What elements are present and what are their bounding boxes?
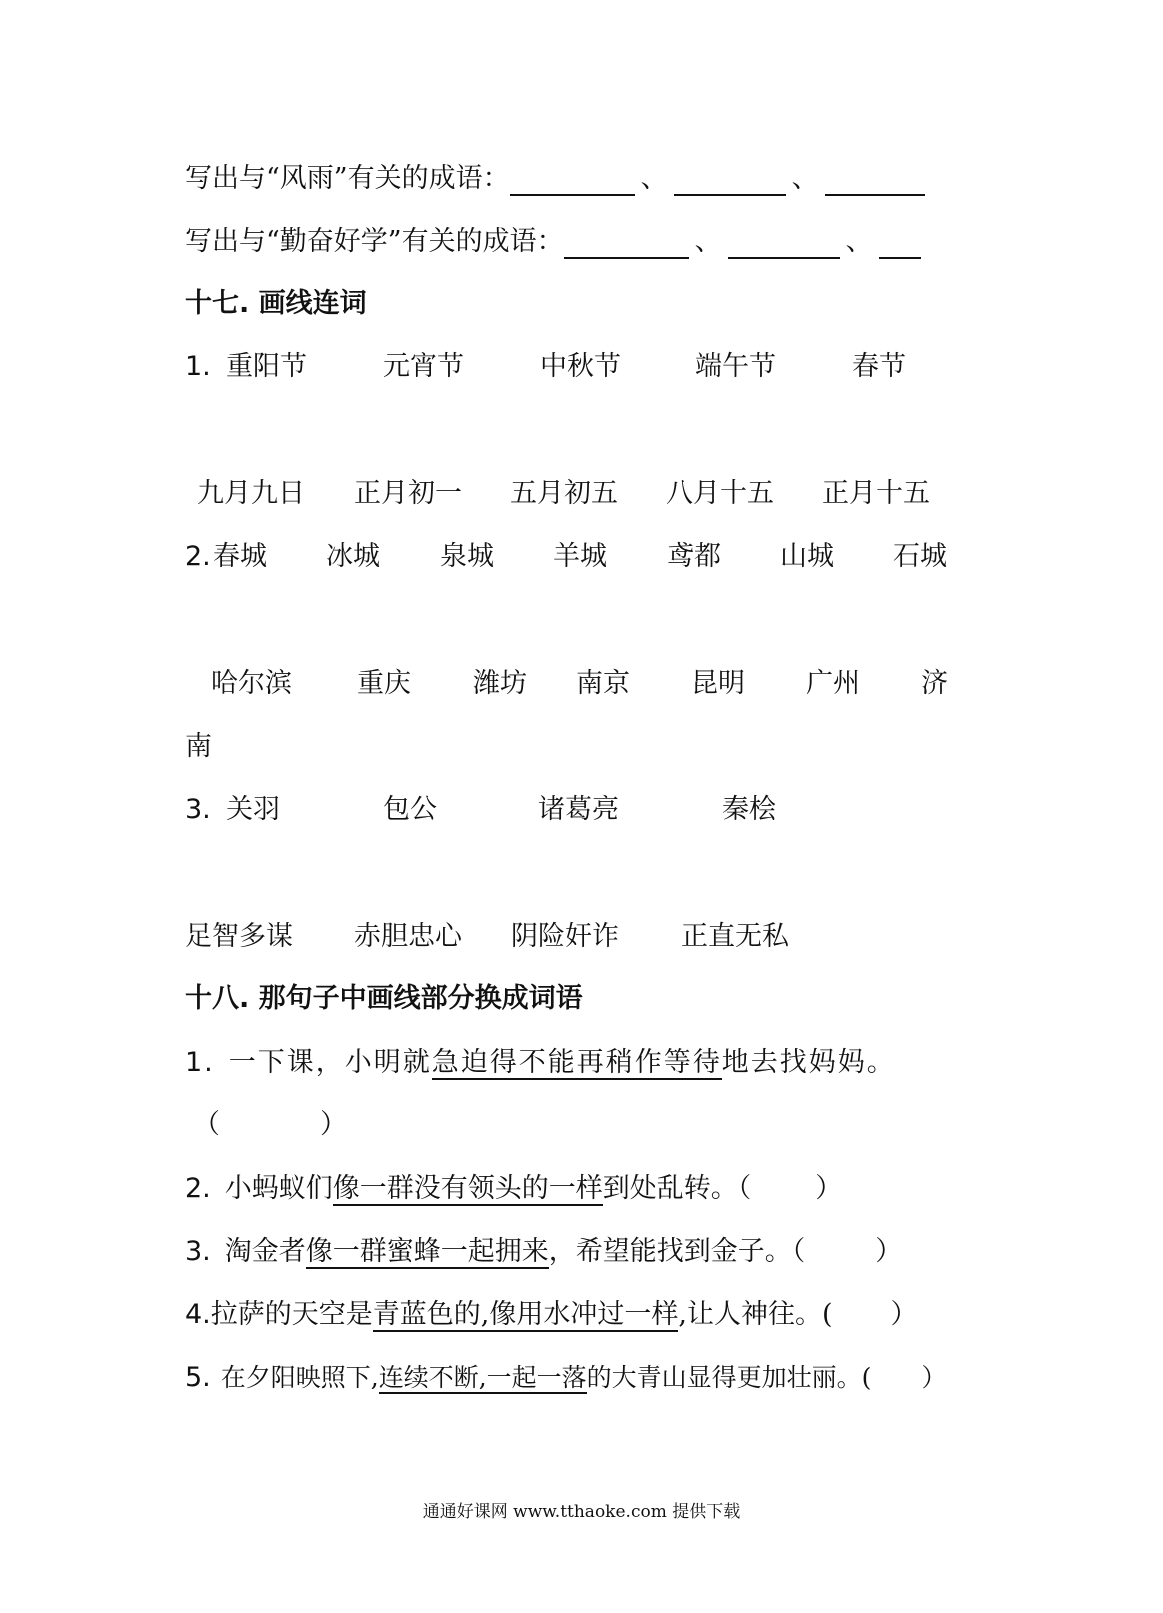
section-18-title: 十八. 那句子中画线部分换成词语	[185, 983, 583, 1014]
paren-close: ）	[320, 1109, 347, 1140]
underlined-phrase: 像一群蜜蜂一起拥来	[305, 1236, 549, 1267]
answer-blank[interactable]	[674, 168, 786, 196]
idiom-q2-prefix: 写出与“勤奋好学”有关的成语：	[185, 226, 564, 257]
underlined-phrase: 连续不断,一起一落	[378, 1363, 587, 1392]
festival-item[interactable]: 端午节	[695, 351, 776, 382]
underlined-phrase: 急迫得不能再稍作等待	[431, 1047, 722, 1078]
sentence-5	[185, 1361, 946, 1395]
festival-item[interactable]: 元宵节	[383, 351, 464, 382]
person-item[interactable]: 关羽	[226, 794, 280, 825]
city-item[interactable]: 南京	[576, 668, 630, 699]
city-nickname-item[interactable]: 羊城	[553, 541, 607, 572]
festival-item[interactable]: 中秋节	[540, 351, 621, 382]
answer-blank[interactable]	[879, 231, 921, 259]
sentence-2	[185, 1172, 842, 1206]
city-item[interactable]: 潍坊	[473, 668, 527, 699]
city-nickname-item[interactable]: 冰城	[326, 541, 380, 572]
person-item[interactable]: 包公	[383, 794, 437, 825]
date-item[interactable]: 九月九日	[197, 478, 305, 509]
section-17-title: 十七. 画线连词	[185, 288, 367, 319]
answer-blank[interactable]	[510, 168, 635, 196]
sentence-text: 到处乱转。（	[602, 1173, 752, 1204]
city-nickname-item[interactable]: 鸢都	[667, 541, 721, 572]
city-nickname-item[interactable]: 泉城	[440, 541, 494, 572]
group-3-number: 3.	[185, 794, 211, 825]
sentence-text: 拉萨的天空是	[210, 1299, 373, 1330]
sentence-1-answer[interactable]	[193, 1108, 347, 1142]
sentence-4	[185, 1298, 917, 1332]
sentence-text: 在夕阳映照下,	[220, 1363, 379, 1392]
sentence-text: 的大青山显得更加壮丽。(	[586, 1363, 872, 1392]
sentence-number: 1.	[185, 1047, 215, 1078]
date-item[interactable]: 正月初一	[354, 478, 462, 509]
trait-item[interactable]: 阴险奸诈	[511, 921, 619, 952]
city-item[interactable]: 重庆	[357, 668, 411, 699]
underlined-phrase: 青蓝色的,像用水冲过一样	[372, 1299, 679, 1330]
idiom-q1-prefix: 写出与“风雨”有关的成语：	[185, 163, 510, 194]
separator: 、	[791, 163, 819, 194]
city-item[interactable]: 济	[921, 668, 948, 699]
answer-blank[interactable]	[564, 231, 689, 259]
answer-blank[interactable]	[728, 231, 840, 259]
person-item[interactable]: 诸葛亮	[538, 794, 619, 825]
trait-item[interactable]: 足智多谋	[185, 921, 293, 952]
sentence-number: 2.	[185, 1173, 211, 1204]
paren-close: ）	[890, 1299, 918, 1330]
date-item[interactable]: 八月十五	[666, 478, 774, 509]
underlined-phrase: 像一群没有领头的一样	[332, 1173, 603, 1204]
group-1-number: 1.	[185, 351, 211, 382]
city-item[interactable]: 昆明	[691, 668, 745, 699]
trait-item[interactable]: 正直无私	[681, 921, 789, 952]
sentence-text: ，希望能找到金子。（	[548, 1236, 806, 1267]
city-nickname-item[interactable]: 春城	[213, 541, 267, 572]
date-item[interactable]: 正月十五	[822, 478, 930, 509]
city-nickname-item[interactable]: 山城	[780, 541, 834, 572]
sentence-text: 小蚂蚁们	[224, 1173, 333, 1204]
sentence-3	[185, 1235, 902, 1269]
paren-close: ）	[921, 1363, 947, 1392]
sentence-number: 3.	[185, 1236, 211, 1267]
paren-open: （	[193, 1109, 220, 1140]
trait-item[interactable]: 赤胆忠心	[354, 921, 462, 952]
idiom-question-1	[185, 162, 925, 196]
sentence-text: 地去找妈妈。	[721, 1047, 896, 1078]
date-item[interactable]: 五月初五	[510, 478, 618, 509]
paren-close: ）	[815, 1173, 843, 1204]
group-2-number: 2.	[185, 541, 211, 572]
paren-close: ）	[875, 1236, 903, 1267]
person-item[interactable]: 秦桧	[722, 794, 776, 825]
sentence-text: 淘金者	[224, 1236, 306, 1267]
sentence-text: 一下课，小明就	[228, 1047, 432, 1078]
sentence-number: 4.	[185, 1299, 211, 1330]
separator: 、	[640, 163, 668, 194]
city-item[interactable]: 哈尔滨	[211, 668, 292, 699]
idiom-question-2	[185, 225, 921, 259]
answer-blank[interactable]	[825, 168, 925, 196]
sentence-text: ,让人神往。(	[678, 1299, 833, 1330]
separator: 、	[845, 226, 873, 257]
page-footer: 通通好课网 www.tthaoke.com 提供下载	[422, 1502, 741, 1522]
sentence-number: 5.	[185, 1362, 211, 1393]
festival-item[interactable]: 春节	[852, 351, 906, 382]
sentence-1	[185, 1046, 896, 1080]
festival-item[interactable]: 重阳节	[226, 351, 307, 382]
city-nickname-item[interactable]: 石城	[893, 541, 947, 572]
city-item-wrap: 南	[185, 731, 212, 762]
separator: 、	[694, 226, 722, 257]
city-item[interactable]: 广州	[806, 668, 860, 699]
